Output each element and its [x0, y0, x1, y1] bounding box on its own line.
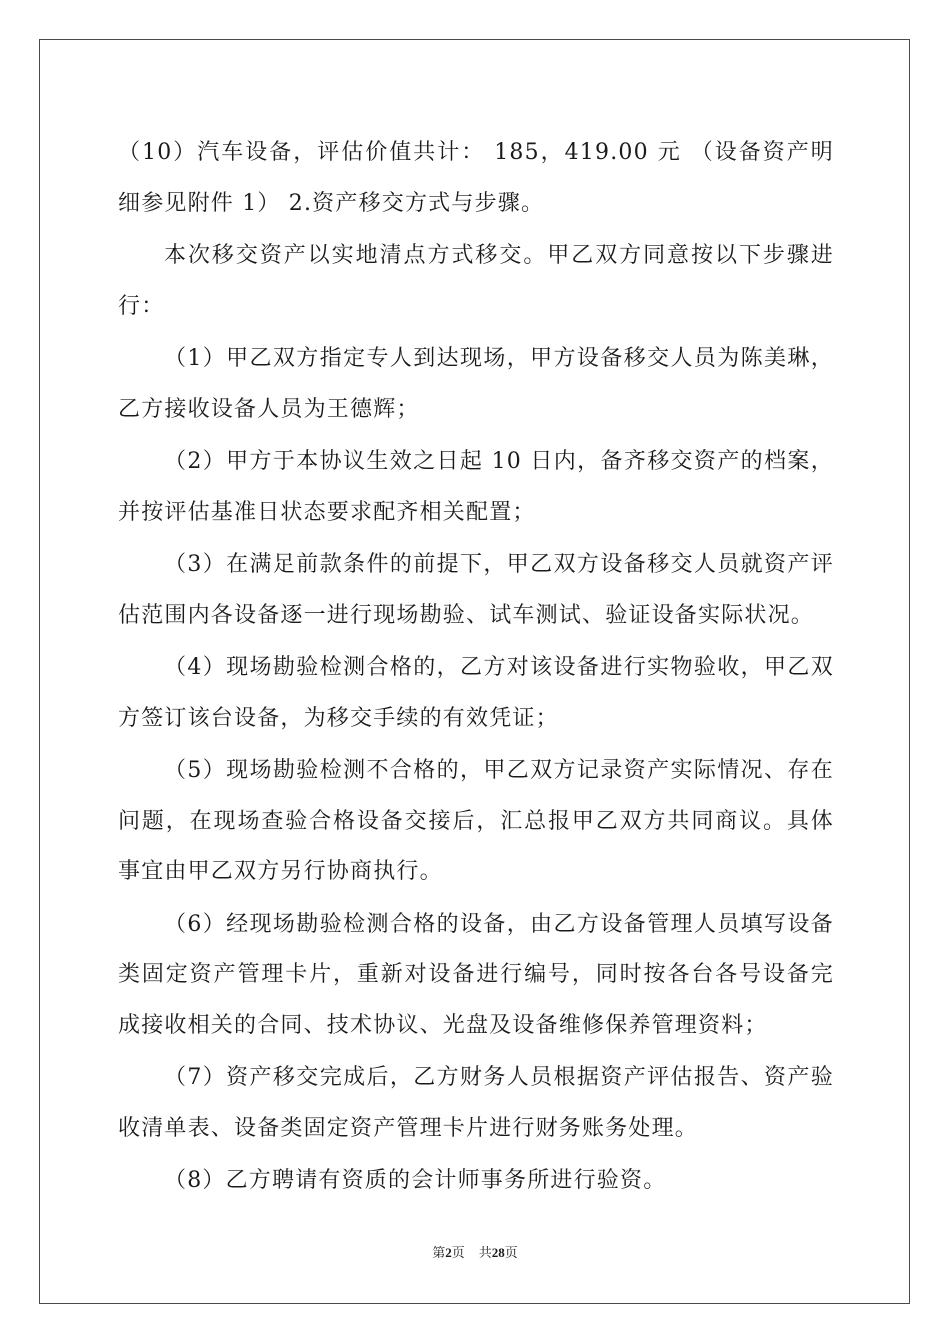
total-suffix: 页 — [504, 1245, 518, 1260]
total-pages: 28 — [491, 1245, 505, 1260]
paragraph-step-7: （7）资产移交完成后，乙方财务人员根据资产评估报告、资产验收清单表、设备类固定资产管理卡片进行财务账务处理。 — [118, 1065, 834, 1141]
page-suffix: 页 — [451, 1245, 465, 1260]
page-number: 2 — [445, 1245, 452, 1260]
total-prefix: 共 — [478, 1245, 492, 1260]
paragraph-step-2: （2）甲方于本协议生效之日起 10 日内，备齐移交资产的档案，并按评估基准日状态要求配齐相关配置； — [118, 449, 834, 525]
paragraph-step-8: （8）乙方聘请有资质的会计师事务所进行验资。 — [164, 1168, 667, 1193]
paragraph-transfer-method: 本次移交资产以实地清点方式移交。甲乙双方同意按以下步骤进行： — [118, 243, 834, 319]
paragraph-vehicle-equipment: （10）汽车设备，评估价值共计： 185，419.00 元 （设备资产明细参见附件 1） 2.资产移交方式与步骤。 — [118, 140, 834, 216]
paragraph-step-1: （1）甲乙双方指定专人到达现场，甲方设备移交人员为陈美琳，乙方接收设备人员为王德辉； — [118, 346, 834, 422]
page-prefix: 第 — [432, 1245, 446, 1260]
paragraph-step-5: （5）现场勘验检测不合格的，甲乙双方记录资产实际情况、存在问题，在现场查验合格设备交接后，汇总报甲乙双方共同商议。具体事宜由甲乙双方另行协商执行。 — [118, 758, 834, 884]
page-footer — [0, 1242, 950, 1261]
paragraph-step-6: （6）经现场勘验检测合格的设备，由乙方设备管理人员填写设备类固定资产管理卡片，重新对设备进行编号，同时按各台各号设备完成接收相关的合同、技术协议、光盘及设备维修保养管理资料； — [118, 911, 834, 1038]
paragraph-step-4: （4）现场勘验检测合格的，乙方对该设备进行实物验收，甲乙双方签订该台设备，为移交手续的有效凭证； — [118, 655, 834, 731]
document-body — [118, 128, 834, 1207]
paragraph-step-3: （3）在满足前款条件的前提下，甲乙双方设备移交人员就资产评估范围内各设备逐一进行现场勘验、试车测试、验证设备实际状况。 — [118, 552, 834, 628]
